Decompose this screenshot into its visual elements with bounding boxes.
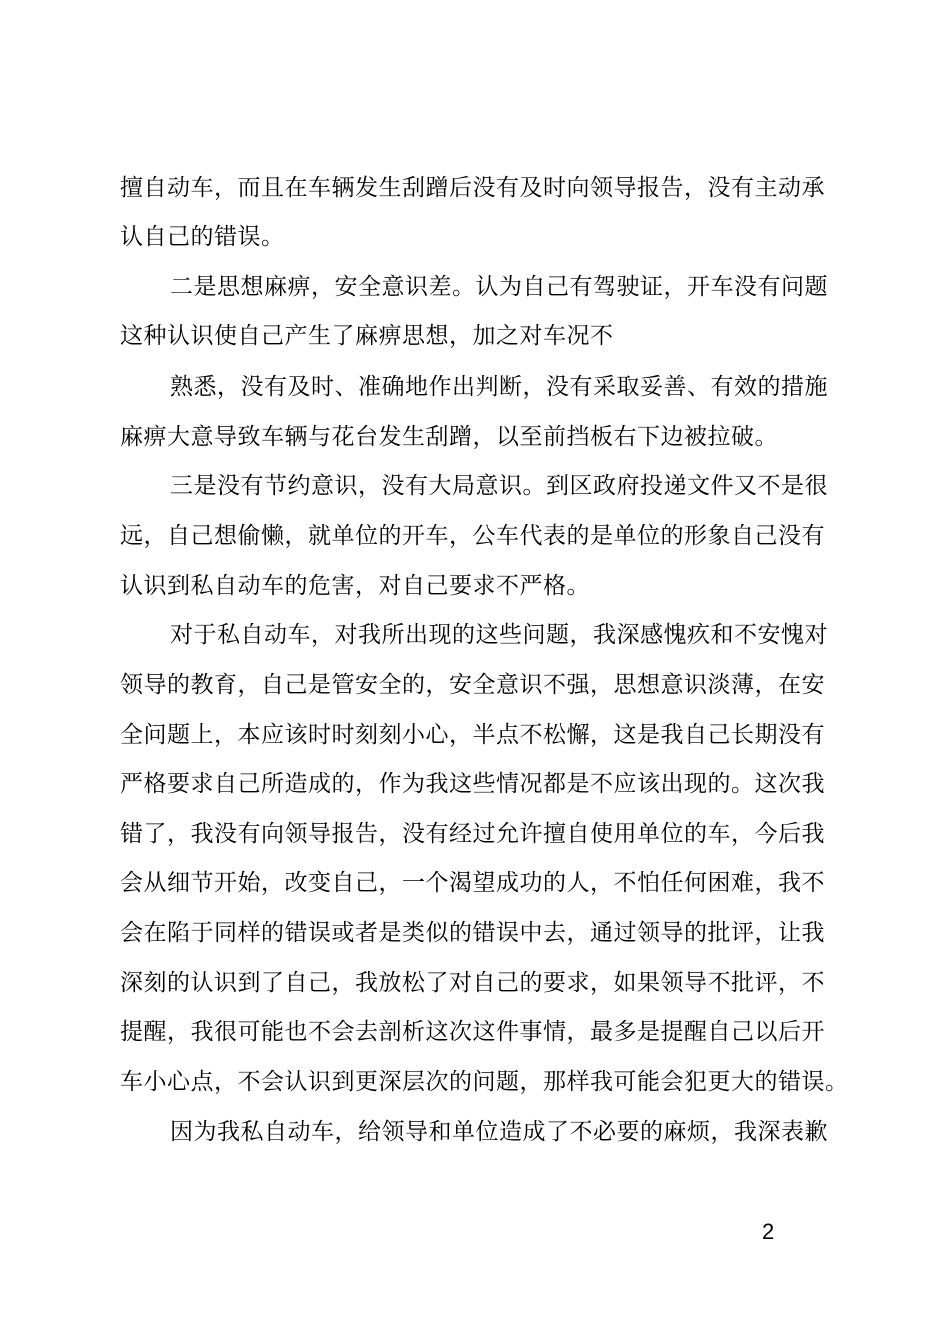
text-line: 对于私自动车，对我所出现的这些问题，我深感愧疚和不安愧对 [170, 622, 828, 648]
text-line: 三是没有节约意识，没有大局意识。到区政府投递文件又不是很 [170, 473, 828, 499]
text-line: 车小心点，不会认识到更深层次的问题，那样我可能会犯更大的错误。 [120, 1069, 849, 1095]
text-line: 会从细节开始，改变自己，一个渴望成功的人，不怕任何困难，我不 [120, 870, 825, 896]
text-line: 擅自动车，而且在车辆发生刮蹭后没有及时向领导报告，没有主动承 [120, 175, 825, 201]
text-line: 认识到私自动车的危害，对自己要求不严格。 [120, 573, 590, 599]
text-line: 严格要求自己所造成的，作为我这些情况都是不应该出现的。这次我 [120, 771, 825, 797]
text-line: 二是思想麻痹，安全意识差。认为自己有驾驶证，开车没有问题 [170, 274, 828, 300]
text-line: 麻痹大意导致车辆与花台发生刮蹭，以至前挡板右下边被拉破。 [120, 424, 778, 450]
page-number: 2 [762, 1219, 775, 1244]
text-line: 领导的教育，自己是管安全的，安全意识不强，思想意识淡薄，在安 [120, 672, 825, 698]
text-line: 深刻的认识到了自己，我放松了对自己的要求，如果领导不批评，不 [120, 970, 825, 996]
text-line: 熟悉，没有及时、准确地作出判断，没有采取妥善、有效的措施 [170, 374, 828, 400]
text-line: 会在陷于同样的错误或者是类似的错误中去，通过领导的批评，让我 [120, 920, 825, 946]
text-line: 认自己的错误。 [120, 224, 285, 250]
text-line: 全问题上，本应该时时刻刻小心，半点不松懈，这是我自己长期没有 [120, 722, 825, 748]
text-line: 这种认识使自己产生了麻痹思想，加之对车况不 [120, 323, 614, 349]
text-line: 因为我私自动车，给领导和单位造成了不必要的麻烦，我深表歉 [170, 1119, 828, 1145]
text-line: 提醒，我很可能也不会去剖析这次这件事情，最多是提醒自己以后开 [120, 1019, 825, 1045]
text-line: 远，自己想偷懒，就单位的开车，公车代表的是单位的形象自己没有 [120, 523, 825, 549]
text-line: 错了，我没有向领导报告，没有经过允许擅自使用单位的车，今后我 [120, 821, 825, 847]
